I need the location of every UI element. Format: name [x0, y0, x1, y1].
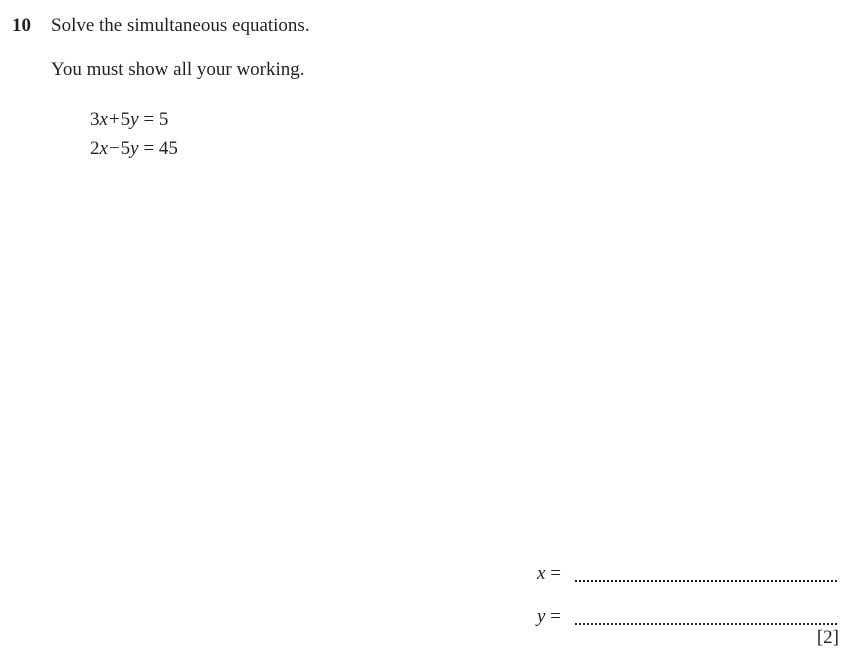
y-answer-label: y =: [537, 606, 561, 627]
y-answer-row: [537, 606, 837, 630]
question-prompt: Solve the simultaneous equations.: [51, 15, 310, 36]
x-answer-line[interactable]: [575, 580, 837, 582]
x-answer-row: [537, 563, 837, 587]
equation-2: 2x−5y = 45: [90, 138, 178, 159]
question-number: 10: [12, 15, 31, 36]
x-answer-label: x =: [537, 563, 561, 584]
marks-allocation: [2]: [816, 627, 839, 648]
y-answer-line[interactable]: [575, 623, 837, 625]
equation-1: 3x+5y = 5: [90, 109, 169, 130]
equation-list: [90, 108, 178, 166]
working-instruction: You must show all your working.: [51, 59, 305, 80]
